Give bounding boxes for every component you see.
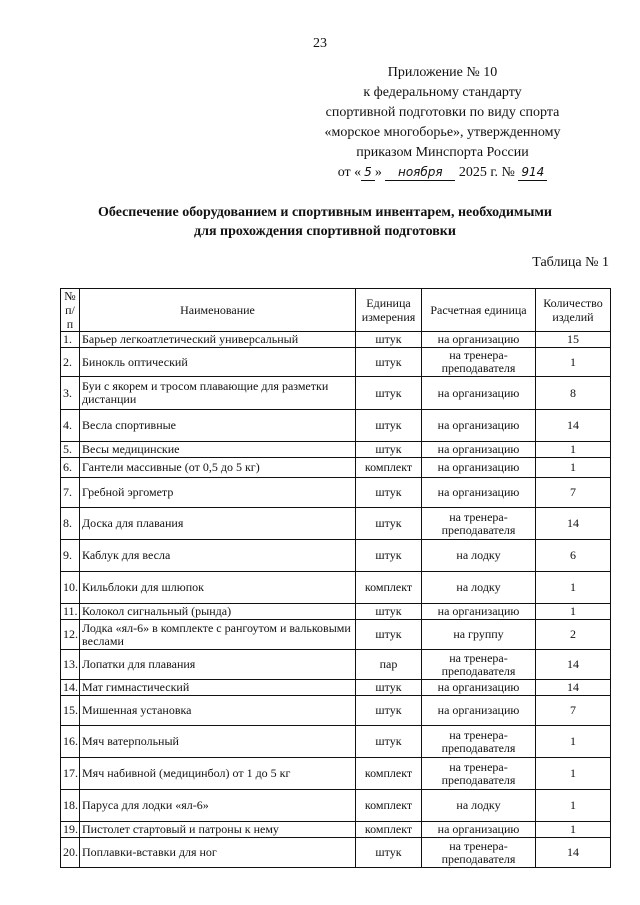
row-unit: штук [356,620,422,650]
table-row [61,540,611,572]
row-unit: штук [356,838,422,868]
row-qty: 8 [536,377,611,410]
row-qty: 2 [536,620,611,650]
table-row [61,442,611,458]
appendix-header [300,63,585,183]
appendix-line-5: приказом Минспорта России [356,145,529,160]
row-unit: штук [356,377,422,410]
row-unit: штук [356,410,422,442]
row-qty: 1 [536,442,611,458]
row-qty: 1 [536,572,611,604]
row-num: 18. [61,790,80,822]
row-qty: 1 [536,348,611,377]
row-calc: на организацию [422,822,536,838]
table-row [61,508,611,540]
row-unit: штук [356,478,422,508]
row-num: 20. [61,838,80,868]
appendix-line-2: к федеральному стандарту [363,85,522,100]
row-name: Поплавки-вставки для ног [80,838,356,868]
table-row [61,620,611,650]
row-calc: на организацию [422,332,536,348]
table-row [61,680,611,696]
row-num: 19. [61,822,80,838]
row-calc: на тренера-преподавателя [422,758,536,790]
row-unit: штук [356,508,422,540]
title-line-2: для прохождения спортивной подготовки [194,224,456,239]
row-num: 3. [61,377,80,410]
page-number: 23 [313,36,327,51]
row-num: 6. [61,458,80,478]
title-line-1: Обеспечение оборудованием и спортивным инвентарем, необходимыми [98,205,552,220]
row-name: Весла спортивные [80,410,356,442]
handwritten-month: ноября [385,165,455,181]
row-unit: комплект [356,790,422,822]
row-qty: 6 [536,540,611,572]
row-name: Доска для плавания [80,508,356,540]
table-label: Таблица № 1 [532,255,609,270]
table-row [61,838,611,868]
row-unit: комплект [356,822,422,838]
row-num: 13. [61,650,80,680]
row-qty: 7 [536,478,611,508]
row-qty: 1 [536,790,611,822]
row-qty: 15 [536,332,611,348]
row-name: Весы медицинские [80,442,356,458]
row-unit: комплект [356,758,422,790]
row-qty: 14 [536,680,611,696]
row-name: Кильблоки для шлюпок [80,572,356,604]
row-unit: штук [356,348,422,377]
row-name: Лопатки для плавания [80,650,356,680]
row-unit: штук [356,442,422,458]
table-row [61,410,611,442]
row-calc: на организацию [422,410,536,442]
row-calc: на тренера-преподавателя [422,726,536,758]
table-row [61,790,611,822]
row-qty: 1 [536,726,611,758]
row-name: Мяч набивной (медицинбол) от 1 до 5 кг [80,758,356,790]
row-calc: на лодку [422,540,536,572]
row-name: Паруса для лодки «ял-6» [80,790,356,822]
table-row [61,604,611,620]
table-row [61,478,611,508]
appendix-date-line [300,163,585,183]
header-num: № п/п [61,289,80,332]
row-unit: пар [356,650,422,680]
row-qty: 14 [536,650,611,680]
row-num: 10. [61,572,80,604]
row-calc: на лодку [422,790,536,822]
table-header-row [61,289,611,332]
appendix-line-4: «морское многоборье», утвержденному [324,125,561,140]
row-calc: на группу [422,620,536,650]
row-calc: на организацию [422,604,536,620]
row-calc: на тренера-преподавателя [422,838,536,868]
row-unit: штук [356,604,422,620]
row-calc: на организацию [422,696,536,726]
row-num: 8. [61,508,80,540]
document-title [40,203,610,241]
row-name: Пистолет стартовый и патроны к нему [80,822,356,838]
date-prefix: от « [337,165,362,180]
row-num: 15. [61,696,80,726]
table-row [61,377,611,410]
row-name: Гребной эргометр [80,478,356,508]
row-num: 1. [61,332,80,348]
row-calc: на тренера-преподавателя [422,348,536,377]
row-qty: 1 [536,758,611,790]
row-num: 17. [61,758,80,790]
row-name: Лодка «ял-6» в комплекте с рангоутом и вальковыми веслами [80,620,356,650]
table-row [61,696,611,726]
header-unit: Единица измерения [356,289,422,332]
table-row [61,348,611,377]
row-name: Мишенная установка [80,696,356,726]
row-unit: штук [356,696,422,726]
row-unit: штук [356,680,422,696]
row-num: 7. [61,478,80,508]
row-num: 9. [61,540,80,572]
header-calc: Расчетная единица [422,289,536,332]
row-calc: на тренера-преподавателя [422,508,536,540]
table-row [61,822,611,838]
row-name: Гантели массивные (от 0,5 до 5 кг) [80,458,356,478]
table-row [61,758,611,790]
row-unit: штук [356,332,422,348]
row-qty: 14 [536,838,611,868]
header-qty: Количество изделий [536,289,611,332]
table-row [61,726,611,758]
table-row [61,458,611,478]
date-year: 2025 г. № [458,165,515,180]
row-unit: штук [356,726,422,758]
row-name: Буи с якорем и тросом плавающие для разметки дистанции [80,377,356,410]
table-row [61,572,611,604]
row-num: 14. [61,680,80,696]
row-num: 12. [61,620,80,650]
row-calc: на организацию [422,458,536,478]
handwritten-order-number: 914 [518,165,547,181]
row-calc: на лодку [422,572,536,604]
row-name: Бинокль оптический [80,348,356,377]
row-qty: 1 [536,604,611,620]
row-name: Барьер легкоатлетический универсальный [80,332,356,348]
row-unit: комплект [356,458,422,478]
row-name: Колокол сигнальный (рында) [80,604,356,620]
row-calc: на организацию [422,478,536,508]
row-qty: 1 [536,458,611,478]
row-num: 2. [61,348,80,377]
row-unit: комплект [356,572,422,604]
row-unit: штук [356,540,422,572]
handwritten-day: 5 [361,165,375,181]
appendix-line-3: спортивной подготовки по виду спорта [325,105,560,120]
row-num: 16. [61,726,80,758]
appendix-line-1: Приложение № 10 [387,65,498,80]
row-name: Каблук для весла [80,540,356,572]
table-row [61,332,611,348]
row-calc: на организацию [422,442,536,458]
row-num: 5. [61,442,80,458]
row-calc: на организацию [422,680,536,696]
table-row [61,650,611,680]
date-mid: » [374,165,382,180]
row-qty: 1 [536,822,611,838]
row-qty: 7 [536,696,611,726]
row-name: Мат гимнастический [80,680,356,696]
row-calc: на организацию [422,377,536,410]
row-qty: 14 [536,410,611,442]
row-qty: 14 [536,508,611,540]
row-num: 11. [61,604,80,620]
row-calc: на тренера-преподавателя [422,650,536,680]
equipment-table [60,288,611,868]
row-num: 4. [61,410,80,442]
header-name: Наименование [80,289,356,332]
row-name: Мяч ватерпольный [80,726,356,758]
